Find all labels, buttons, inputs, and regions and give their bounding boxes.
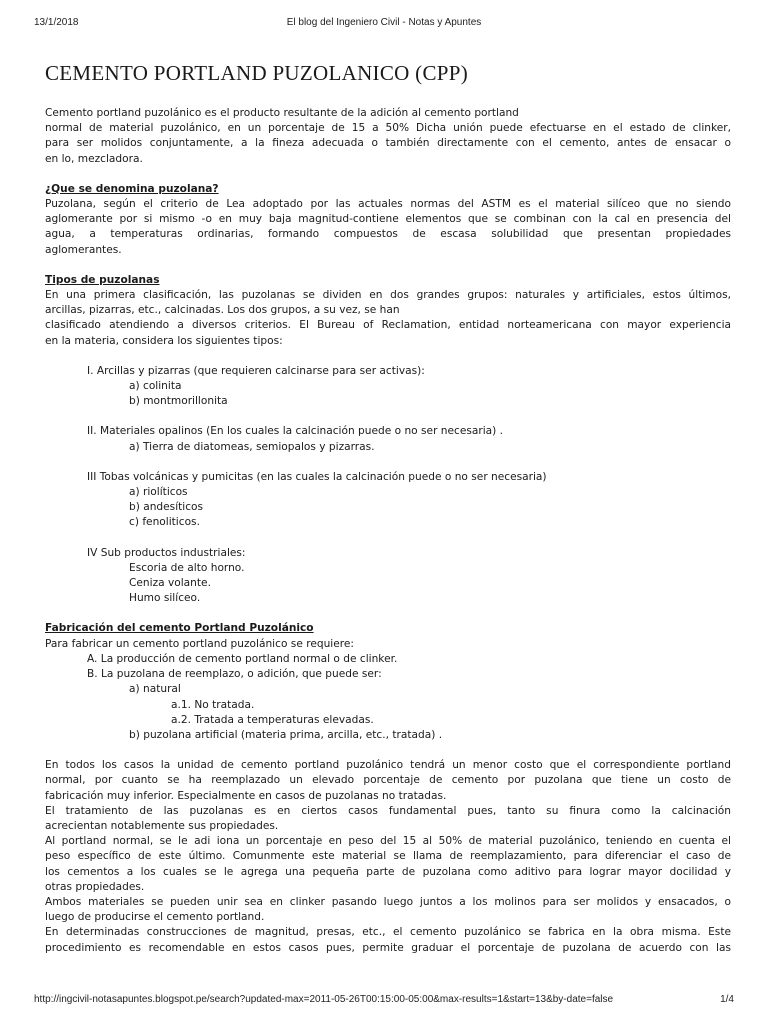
list-item: Escoria de alto horno. — [129, 561, 245, 574]
fabricacion-list — [45, 637, 731, 743]
list-item: a.2. Tratada a temperaturas elevadas. — [171, 713, 374, 726]
puzolana-paragraph — [45, 197, 731, 258]
tipos-group-2 — [45, 424, 731, 454]
list-item: b) puzolana artificial (materia prima, arcilla, etc., tratada) . — [129, 728, 443, 741]
page-url: http://ingcivil-notasapuntes.blogspot.pe/search?updated-max=2011-05-26T00:15:00-05:00&max-results=1&start=13&by-date=false — [34, 994, 614, 1005]
tipos-group-3 — [45, 470, 731, 531]
list-item: B. La puzolana de reemplazo, o adición, que puede ser: — [87, 668, 382, 681]
text-line: Para fabricar un cemento portland puzolánico se requiere: — [45, 637, 354, 650]
body-line: Al portland normal, se le adi iona un porcentaje en peso del 15 al 50% de material puzolánico, teniendo en cuenta el — [45, 835, 731, 848]
body-line: En todos los casos la unidad de cemento portland puzolánico tendrá un menor costo que el correspondiente portland — [45, 759, 731, 772]
group-title: III Tobas volcánicas y pumicitas (en las cuales la calcinación puede o no ser necesaria) — [87, 470, 547, 483]
section-heading-tipos: Tipos de puzolanas — [45, 273, 160, 286]
text-line: agua, a temperaturas ordinarias, formando compuestos de escasa solubilidad que presentan propiedades — [45, 228, 731, 241]
list-item: a) riolíticos — [129, 486, 188, 499]
text-line: arcillas, pizarras, etc., calcinadas. Los dos grupos, a su vez, se han — [45, 304, 400, 317]
text-line: Puzolana, según el criterio de Lea adoptado por las actuales normas del ASTM es el material silíceo que no siendo — [45, 198, 731, 211]
list-item: a) natural — [129, 683, 181, 696]
print-date: 13/1/2018 — [34, 17, 79, 28]
list-item: A. La producción de cemento portland normal o de clinker. — [87, 652, 398, 665]
intro-line: en lo, mezcladora. — [45, 152, 143, 165]
body-paragraphs — [45, 758, 731, 956]
body-line: fabricación muy inferior. Especialmente en casos de puzolanas no tratadas. — [45, 789, 447, 802]
body-line: procedimiento es recomendable en estos casos pues, permite graduar el porcentaje de puzolana de acuerdo con las — [45, 941, 731, 954]
list-item: Ceniza volante. — [129, 577, 211, 590]
text-line: clasificado atendiendo a diversos criterios. El Bureau of Reclamation, entidad norteamericana con mayor experiencia — [45, 319, 731, 332]
body-line: El tratamiento de las puzolanas es en ciertos casos fundamental pues, tanto su finura como la calcinación — [45, 804, 731, 817]
intro-line: Cemento portland puzolánico es el producto resultante de la adición al cemento portland — [45, 107, 519, 119]
text-line: aglomerante por si mismo -o en muy baja magnitud-contiene elementos que se combinan con la cal en presencia del — [45, 213, 731, 226]
text-line: aglomerantes. — [45, 243, 122, 256]
tipos-group-4 — [45, 546, 731, 607]
body-line: otras propiedades. — [45, 880, 145, 893]
list-item: a) colinita — [129, 380, 182, 393]
section-heading-puzolana: ¿Que se denomina puzolana? — [45, 182, 219, 195]
body-line: luego de producirse el cemento portland. — [45, 911, 265, 924]
tipos-paragraph — [45, 288, 731, 349]
body-line: acrecientan notablemente sus propiedades. — [45, 819, 279, 832]
list-item: b) montmorillonita — [129, 395, 228, 408]
group-title: I. Arcillas y pizarras (que requieren calcinarse para ser activas): — [87, 364, 425, 377]
body-line: normal, por cuanto se ha reemplazado un elevado porcentaje de cemento por puzolana que tiene un costo de — [45, 774, 731, 787]
body-line: En determinadas construcciones de magnitud, presas, etc., el cemento puzolánico se fabrica en la obra misma. Este — [45, 926, 731, 939]
list-item: a) Tierra de diatomeas, semiopalos y pizarras. — [129, 440, 375, 453]
group-title: II. Materiales opalinos (En los cuales la calcinación puede o no ser necesaria) . — [87, 425, 504, 438]
print-footer — [34, 994, 734, 1008]
page-number: 1/4 — [720, 994, 734, 1005]
intro-line: normal de material puzolánico, en un porcentaje de 15 a 50% Dicha unión puede efectuarse en el estado de clinker, — [45, 122, 731, 135]
section-heading-fabricacion: Fabricación del cemento Portland Puzolánico — [45, 622, 314, 635]
text-line: en la materia, considera los siguientes tipos: — [45, 334, 283, 347]
intro-paragraph — [45, 106, 731, 167]
list-item: c) fenoliticos. — [129, 516, 200, 529]
body-line: Ambos materiales se pueden unir sea en clinker pasando luego juntos a los molinos para ser molidos y ensacados, o — [45, 895, 731, 908]
list-item: Humo silíceo. — [129, 592, 201, 605]
site-title: El blog del Ingeniero Civil - Notas y Apuntes — [286, 17, 482, 28]
list-item: a.1. No tratada. — [171, 698, 255, 711]
body-line: peso específico de este último. Comunmente este material se llama de reemplazamiento, para diferenciar el caso de — [45, 850, 731, 863]
page-title: CEMENTO PORTLAND PUZOLANICO (CPP) — [45, 61, 469, 85]
body-line: los cementos a los cuales se le agrega una pequeña parte de puzolana como aditivo para lograr mayor docilidad y — [45, 865, 731, 878]
article — [45, 60, 731, 956]
text-line: En una primera clasificación, las puzolanas se dividen en dos grandes grupos: naturales y artificiales, estos últimos, — [45, 289, 731, 302]
list-item: b) andesíticos — [129, 501, 204, 514]
tipos-group-1 — [45, 364, 731, 410]
intro-line: para ser molidos conjuntamente, a la fineza adecuada o también directamente con el cemento, antes de ensacar o — [45, 137, 731, 150]
group-title: IV Sub productos industriales: — [87, 546, 246, 559]
print-header — [34, 17, 734, 31]
